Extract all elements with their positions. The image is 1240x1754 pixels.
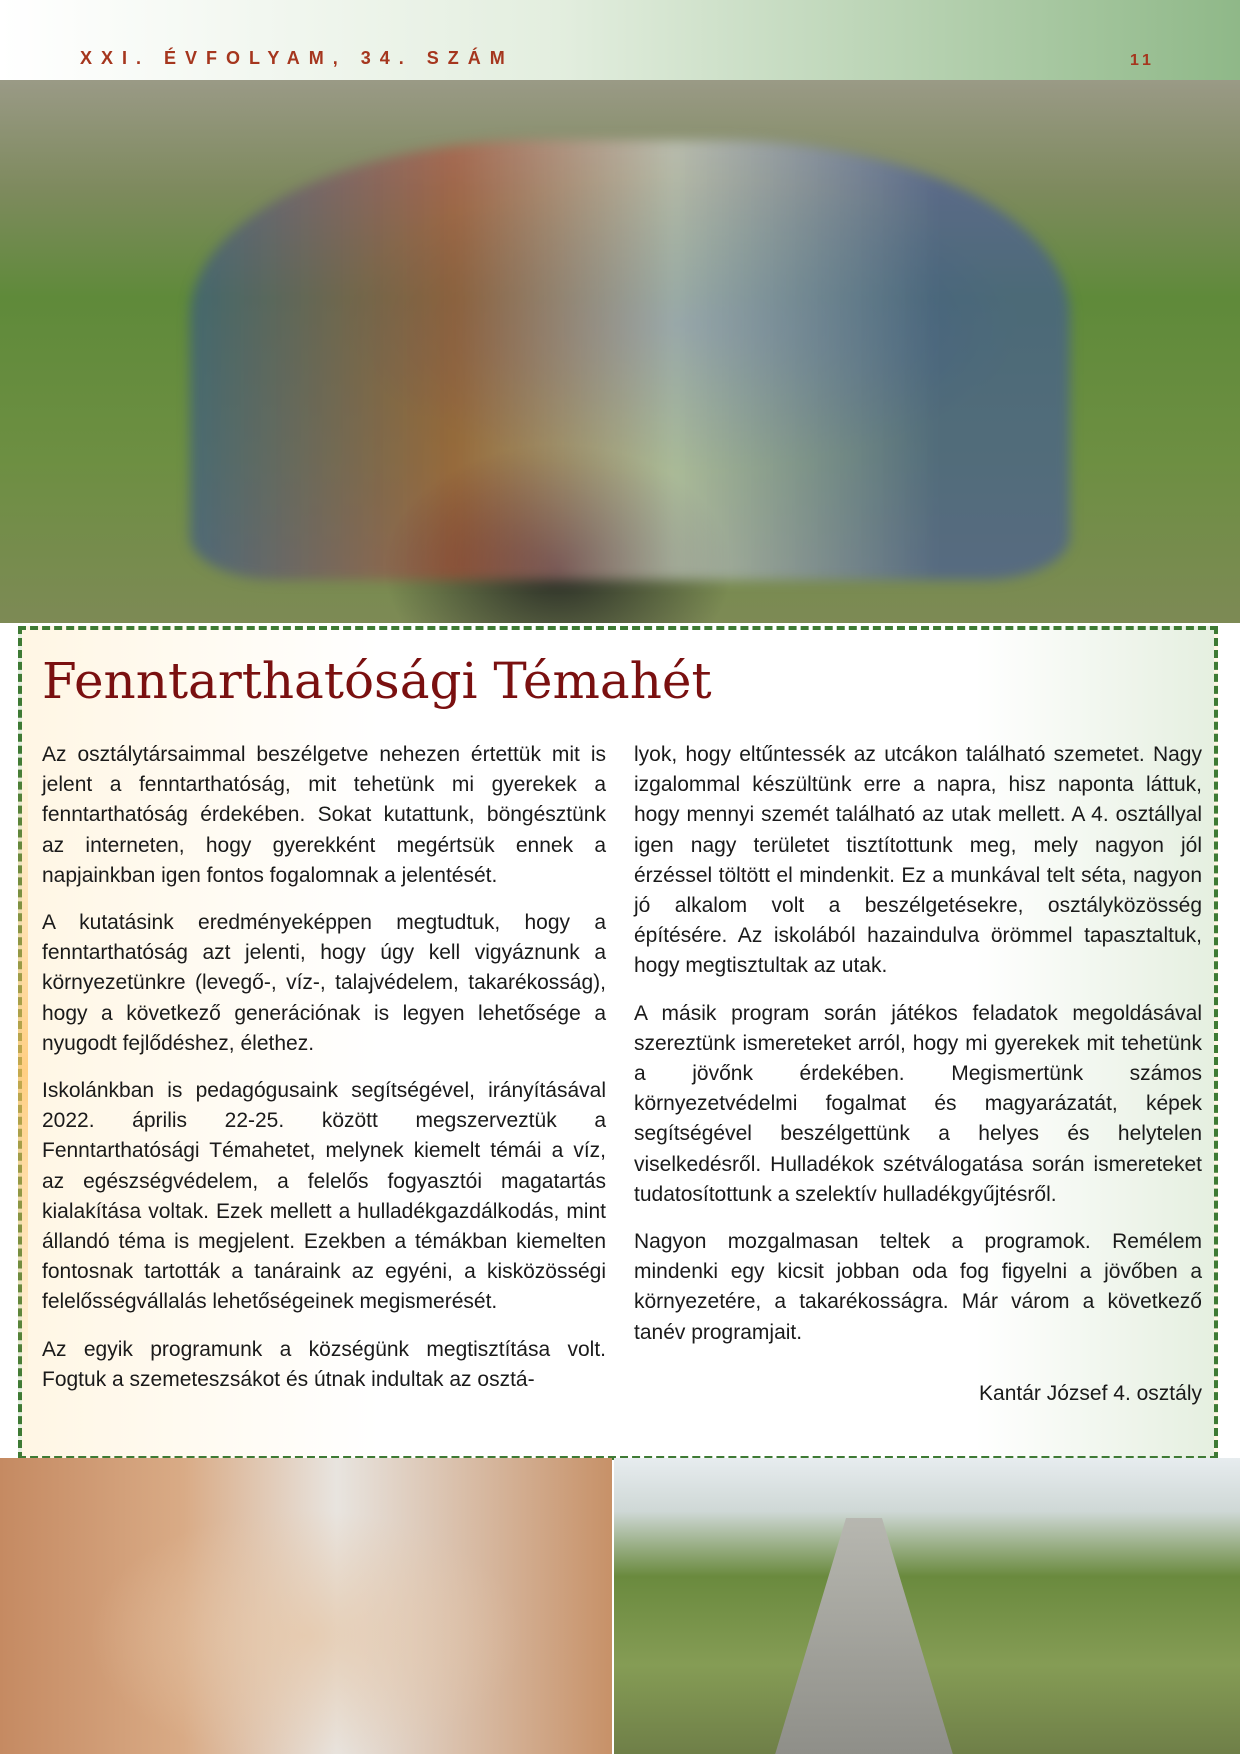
article-column-right bbox=[634, 740, 1202, 1365]
road-shape bbox=[774, 1518, 954, 1754]
paragraph: A másik program során játékos feladatok megoldásával szereztünk ismereteket arról, hogy mi gyerekek mit tehetünk a jövőnk érdekében. Megismertünk számos környezetvédelmi fogalmat és magyarázatát, képek segítségével beszélgettünk a helyes és helytelen viselkedésről. Hulladékok szétválogatása során ismereteket tudatosítottunk a szelektív hulladékgyűjtésről. bbox=[634, 1001, 1202, 1206]
article-box bbox=[18, 626, 1218, 1460]
paragraph: lyok, hogy eltűntessék az utcákon található szemetet. Nagy izgalommal készültünk erre a napra, hisz naponta láttuk, hogy mennyi szemét található az utak mellett. A 4. osztállyal igen nagy területet tisztítottunk meg, mely nagyon jól érzéssel töltött el mindenkit. Ez a munkával telt séta, nagyon jó alkalom volt a beszélgetésekre, osztályközösség építésére. Az iskolából hazaindulva örömmel tapasztaltuk, hogy megtisztultak az utak. bbox=[634, 743, 1202, 978]
page-number: 11 bbox=[1130, 52, 1155, 69]
classroom-photo bbox=[0, 1458, 612, 1754]
paragraph: Az egyik programunk a községünk megtisztítása volt. Fogtuk a szemeteszsákot és útnak indultak az osztá- bbox=[42, 1337, 606, 1391]
author-signature: Kantár József 4. osztály bbox=[979, 1382, 1202, 1405]
paragraph: A kutatásink eredményeképpen megtudtuk, hogy a fenntarthatóság azt jelenti, hogy úgy kell vigyáznunk a környezetünkre (levegő-, víz-, talajvédelem, takarékosság), hogy a következő generációnak is legyen lehetősége a nyugodt fejlődéshez, élethez. bbox=[42, 911, 606, 1055]
article-column-left bbox=[42, 740, 606, 1412]
page-header bbox=[0, 0, 1240, 80]
photo-children-group bbox=[190, 140, 1070, 580]
paragraph: Iskolánkban is pedagógusaink segítségével, irányításával 2022. április 22-25. között megszerveztük a Fenntarthatósági Témahetet, melynek kiemelt témái a víz, az egészségvédelem, a felelős fogyasztói magatartás kialakítása voltak. Ezek mellett a hulladékgazdálkodás, mint állandó téma is megjelent. Ezekben a témákban kiemelten fontosnak tartották a tanáraink az egyéni, a kisközösségi felelősségvállalás lehetőségeinek megismerését. bbox=[42, 1079, 606, 1314]
paragraph: Az osztálytársaimmal beszélgetve nehezen értettük mit is jelent a fenntarthatóság, mit tehetünk mi gyerekek a fenntarthatóság érdekében. Sokat kutattunk, böngésztünk az interneten, hogy gyerekként megértsük ennek a napjainkban igen fontos fogalomnak a jelentését. bbox=[42, 743, 606, 887]
road-cleanup-photo bbox=[614, 1458, 1240, 1754]
group-photo bbox=[0, 80, 1240, 623]
article-title: Fenntarthatósági Témahét bbox=[42, 652, 712, 710]
issue-label: XXI. ÉVFOLYAM, 34. SZÁM bbox=[80, 48, 514, 68]
paragraph: Nagyon mozgalmasan teltek a programok. Remélem mindenki egy kicsit jobban oda fog figyelni a jövőben a környezetére, a takarékosságra. Már várom a következő tanév programjait. bbox=[634, 1230, 1202, 1344]
